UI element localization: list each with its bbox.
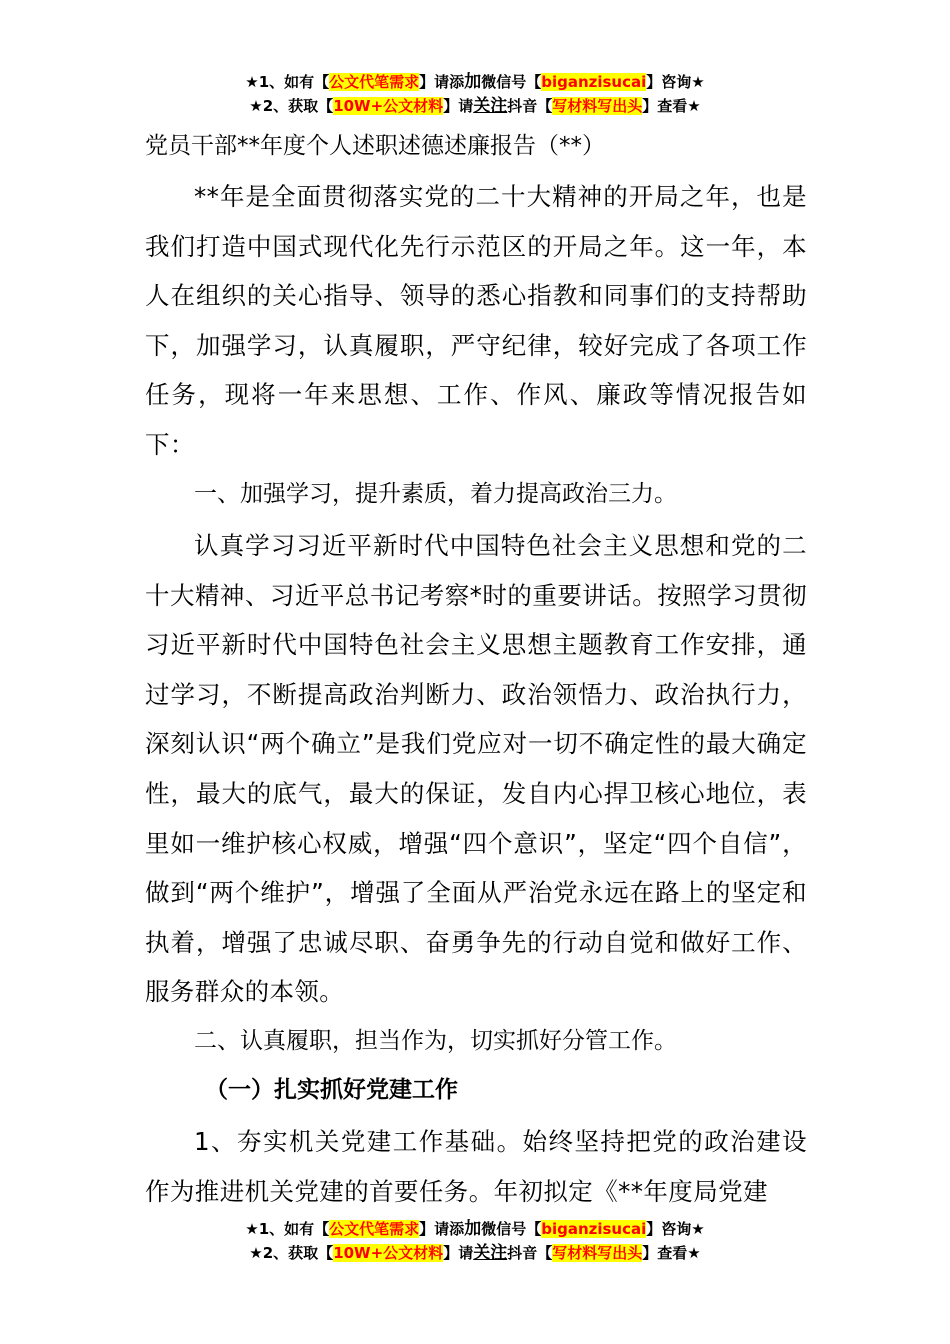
banner-line-1-suffix: 】咨询★ xyxy=(646,73,705,91)
footer-line-2-highlight-materials: 10W+公文材料 xyxy=(333,1244,444,1262)
banner-line-1 xyxy=(0,70,950,94)
banner-line-1-prefix: ★1、如有【 xyxy=(245,73,330,91)
header-banner xyxy=(0,70,950,118)
footer-line-1-prefix: ★1、如有【 xyxy=(245,1220,330,1238)
footer-line-2-highlight-douyin: 写材料写出头 xyxy=(552,1244,643,1262)
banner-line-2-highlight-materials: 10W+公文材料 xyxy=(333,97,444,115)
banner-line-2 xyxy=(0,94,950,118)
banner-line-1-emphasis: 加 xyxy=(464,72,482,92)
footer-banner xyxy=(0,1217,950,1265)
banner-line-1-highlight-wechat: biganzisucai xyxy=(541,73,647,91)
intro-paragraph: **年是全面贯彻落实党的二十大精神的开局之年，也是我们打造中国式现代化先行示范区的开局之年。这一年，本人在组织的关心指导、领导的悉心指教和同事们的支持帮助下，加强学习，认真履职，严守纪律，较好完成了各项工作任务，现将一年来思想、工作、作风、廉政等情况报告如下： xyxy=(145,182,807,459)
item-1-body: 1、夯实机关党建工作基础。始终坚持把党的政治建设作为推进机关党建的首要任务。年初拟定《**年度局党建 xyxy=(145,1127,807,1206)
banner-line-1-middle-2: 微信号【 xyxy=(481,73,542,91)
footer-line-1-highlight-service: 公文代笔需求 xyxy=(329,1220,420,1238)
banner-line-1-highlight-service: 公文代笔需求 xyxy=(329,73,420,91)
document-title: 党员干部**年度个人述职述德述廉报告（**） xyxy=(145,133,605,159)
footer-line-1-emphasis: 加 xyxy=(464,1219,482,1239)
footer-line-1-middle: 】请添 xyxy=(419,1220,465,1238)
footer-banner-line-1 xyxy=(0,1217,950,1241)
banner-line-2-suffix: 】查看★ xyxy=(642,97,701,115)
footer-line-1-suffix: 】咨询★ xyxy=(646,1220,705,1238)
footer-line-2-middle: 】请 xyxy=(443,1244,474,1262)
footer-line-2-emphasis: 关注 xyxy=(473,1243,508,1263)
banner-line-2-highlight-douyin: 写材料写出头 xyxy=(552,97,643,115)
banner-line-2-emphasis: 关注 xyxy=(473,96,508,116)
section-1-heading: 一、加强学习，提升素质，着力提高政治三力。 xyxy=(194,481,677,507)
banner-line-2-middle-2: 抖音【 xyxy=(507,97,553,115)
banner-line-2-middle: 】请 xyxy=(443,97,474,115)
footer-line-2-prefix: ★2、获取【 xyxy=(249,1244,334,1262)
footer-line-2-middle-2: 抖音【 xyxy=(507,1244,553,1262)
subsection-1-heading: （一）扎实抓好党建工作 xyxy=(205,1077,458,1103)
footer-line-1-highlight-wechat: biganzisucai xyxy=(541,1220,647,1238)
banner-line-1-middle: 】请添 xyxy=(419,73,465,91)
footer-line-2-suffix: 】查看★ xyxy=(642,1244,701,1262)
footer-banner-line-2 xyxy=(0,1241,950,1265)
footer-line-1-middle-2: 微信号【 xyxy=(481,1220,542,1238)
section-2-heading: 二、认真履职，担当作为，切实抓好分管工作。 xyxy=(194,1028,677,1054)
banner-line-2-prefix: ★2、获取【 xyxy=(249,97,334,115)
section-1-body: 认真学习习近平新时代中国特色社会主义思想和党的二十大精神、习近平总书记考察*时的重要讲话。按照学习贯彻习近平新时代中国特色社会主义思想主题教育工作安排，通过学习，不断提高政治判断力、政治领悟力、政治执行力，深刻认识“两个确立”是我们党应对一切不确定性的最大确定性，最大的底气，最大的保证，发自内心捍卫核心地位，表里如一维护核心权威，增强“四个意识”，坚定“四个自信”，做到“两个维护”，增强了全面从严治党永远在路上的坚定和执着，增强了忠诚尽职、奋勇争先的行动自觉和做好工作、服务群众的本领。 xyxy=(145,531,807,1007)
